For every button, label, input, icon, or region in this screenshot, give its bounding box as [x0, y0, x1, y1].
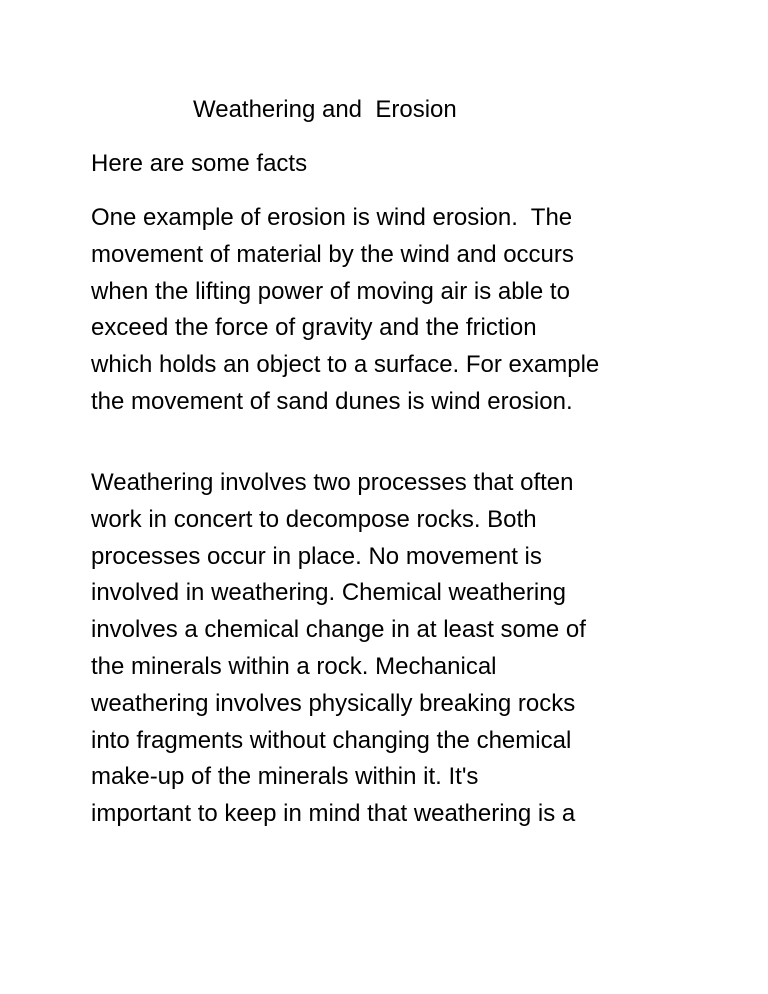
paragraph-line: movement of material by the wind and occurs — [91, 240, 574, 268]
paragraph-line: the movement of sand dunes is wind erosion. — [91, 387, 573, 415]
paragraph-line: make-up of the minerals within it. It's — [91, 763, 479, 791]
paragraph-line: when the lifting power of moving air is able to — [91, 277, 570, 305]
document-title: Weathering and Erosion — [193, 96, 457, 123]
paragraph-line: Weathering involves two processes that often — [91, 469, 574, 496]
intro-line: Here are some facts — [91, 150, 308, 177]
paragraph-line: One example of erosion is wind erosion. The — [91, 204, 573, 231]
paragraph-line: processes occur in place. No movement is — [91, 542, 542, 570]
paragraph-line: involves a chemical change in at least some of — [91, 616, 586, 644]
paragraph-line: into fragments without changing the chemical — [91, 726, 572, 754]
paragraph-line: which holds an object to a surface. For example — [91, 351, 600, 379]
paragraph-line: involved in weathering. Chemical weathering — [91, 579, 566, 607]
paragraph-line: the minerals within a rock. Mechanical — [91, 652, 497, 680]
paragraph-wind-erosion — [91, 200, 731, 421]
paragraph-line: important to keep in mind that weathering is a — [91, 800, 576, 828]
paragraph-line: work in concert to decompose rocks. Both — [91, 505, 537, 533]
paragraph-weathering — [91, 465, 731, 833]
paragraph-line: exceed the force of gravity and the friction — [91, 314, 537, 342]
paragraph-line: weathering involves physically breaking rocks — [91, 689, 576, 717]
